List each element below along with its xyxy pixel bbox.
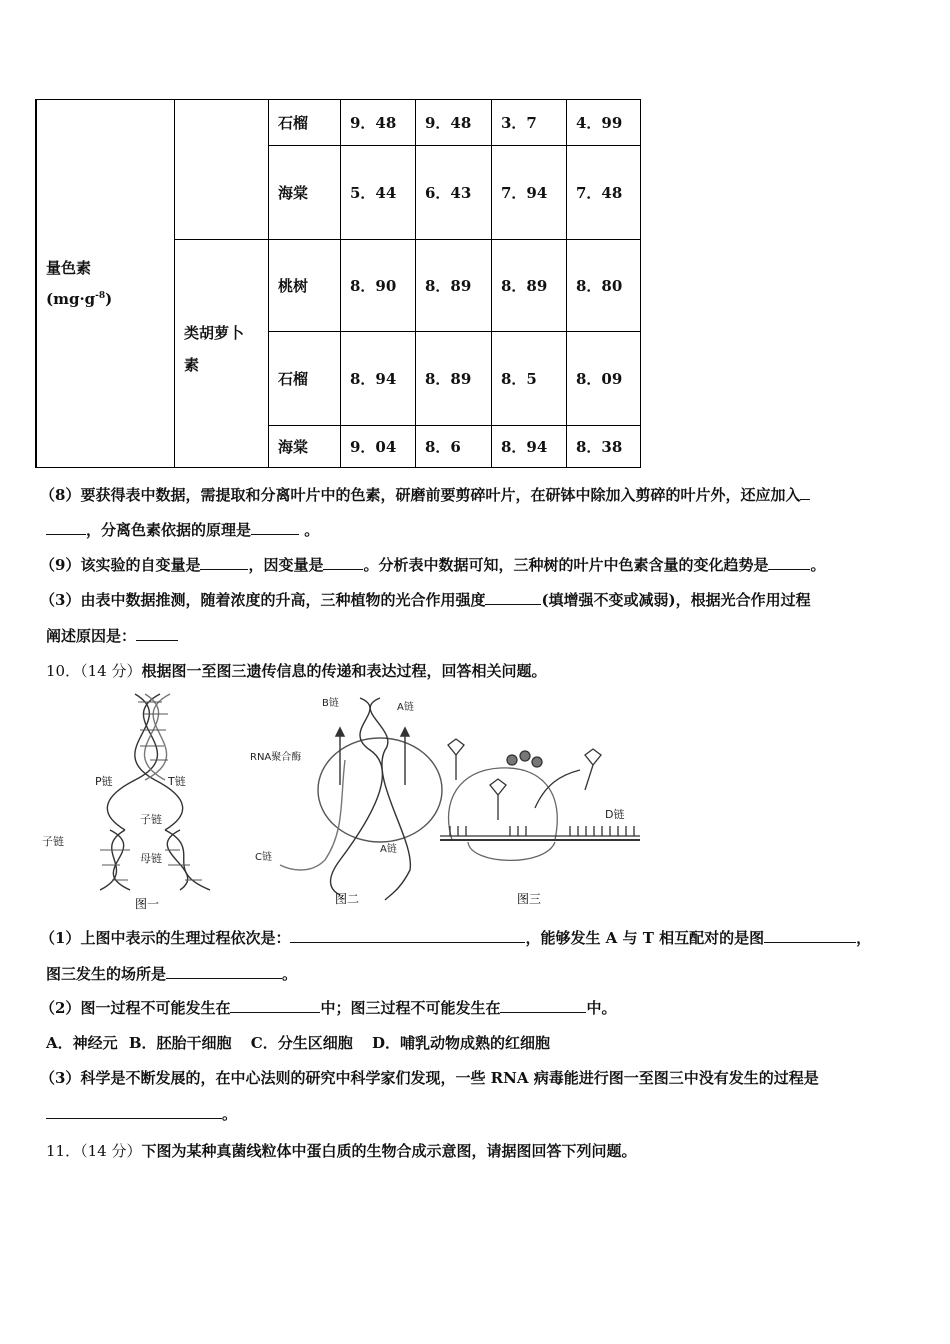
question-number: 10． [46,662,81,680]
question-text: 。 [304,521,320,539]
value-cell: 8．80 [567,240,641,332]
fig2-label-a-top: A链 [397,702,414,713]
value-cell: 8．38 [567,426,641,468]
fig2-label-a-bottom: A链 [380,844,397,855]
figure-1-caption: 图一 [135,897,160,911]
answer-blank[interactable] [323,555,363,570]
question-text: 由表中数据推测，随着浓度的升高，三种植物的光合作用强度 [80,591,486,609]
plant-cell: 海棠 [269,426,341,468]
question-number: （8） [40,486,81,504]
carotenoid-label-1: 类胡萝卜 [184,324,245,342]
question-text: 阐述原因是： [46,627,137,645]
question-3a-line-1 [40,590,811,610]
question-3a-line-2 [46,626,178,646]
fig1-label-child2: 子链 [42,835,64,848]
question-10-1-line-1 [40,928,871,948]
question-text: 。 [222,1105,238,1123]
answer-blank[interactable] [166,964,282,979]
question-text: 根据图一至图三遗传信息的传递和表达过程，回答相关问题。 [141,662,547,680]
value-cell: 9．48 [341,100,416,146]
question-text: 该实验的自变量是 [80,556,201,574]
value-cell: 9．04 [341,426,416,468]
question-number: （2） [40,999,81,1017]
question-10-3-line-2 [46,1104,237,1124]
option-b[interactable]: B．胚胎干细胞 [128,1034,232,1052]
pigment-table [35,99,641,468]
answer-blank[interactable] [136,626,178,641]
answer-blank[interactable] [46,1104,222,1119]
row-label-end: ) [105,290,113,308]
figures-illustration [40,690,650,915]
fig2-label-b: B链 [322,698,339,709]
arrow-head [401,728,409,736]
answer-blank[interactable] [485,590,541,605]
fig2-label-c: C链 [255,852,272,863]
question-text: 。 [282,965,298,983]
answer-blank[interactable] [290,928,525,943]
plant-cell: 桃树 [269,240,341,332]
question-text: ，分离色素依据的原理是 [86,521,252,539]
question-9 [40,555,826,575]
fig3-label-d: D链 [605,808,625,821]
fig2-label-rnap: RNA聚合酶 [250,752,302,763]
plant-cell: 石榴 [269,332,341,426]
answer-blank[interactable] [800,485,810,500]
question-text: 中。 [586,999,617,1017]
question-number: （3） [40,591,81,609]
option-c[interactable]: C．分生区细胞 [250,1034,353,1052]
question-score: （14 分） [80,662,142,680]
option-a[interactable]: A．神经元 [46,1034,118,1052]
question-11-heading [46,1140,636,1161]
question-text: ，因变量是 [248,556,324,574]
row-label-sup: -8 [95,291,106,301]
value-cell: 8．5 [492,332,567,426]
amino-acid [532,757,542,767]
question-number: （3） [40,1069,81,1087]
figure-2-caption: 图二 [335,892,360,906]
trna [448,739,464,755]
question-number: （1） [40,929,81,947]
question-text: 下图为某种真菌线粒体中蛋白质的生物合成示意图，请据图回答下列问题。 [141,1142,637,1160]
value-cell: 8．89 [416,240,492,332]
carotenoid-label-cell [175,240,269,468]
arrow [535,770,580,808]
answer-blank[interactable] [46,520,86,535]
amino-acid [520,751,530,761]
question-10-1-line-2 [46,964,297,984]
answer-blank[interactable] [500,998,586,1013]
fig1-label-child: 子链 [140,813,162,826]
question-text: 上图中表示的生理过程依次是： [80,929,291,947]
question-10-3-line-1 [40,1068,819,1088]
trna [490,779,506,795]
amino-acid [507,755,517,765]
value-cell: 8．6 [416,426,492,468]
carotenoid-label-2: 素 [184,356,200,374]
figure-3-caption: 图三 [517,892,542,906]
question-text: 。分析表中数据可知，三种树的叶片中色素含量的变化趋势是 [363,556,769,574]
question-8-line-2 [46,520,319,540]
value-cell: 8．90 [341,240,416,332]
question-text: 。 [810,556,826,574]
value-cell: 8．89 [492,240,567,332]
rna-strand [280,760,345,870]
value-cell: 6．43 [416,146,492,240]
value-cell: 8．94 [341,332,416,426]
answer-blank[interactable] [768,555,810,570]
question-10-2 [40,998,616,1018]
question-score: （14 分） [80,1142,142,1160]
question-text: 科学是不断发展的，在中心法则的研究中科学家们发现，一些 RNA 病毒能进行图一至图三中没有发生的过程是 [80,1069,819,1087]
answer-blank[interactable] [200,555,248,570]
options-row [46,1033,550,1053]
value-cell: 9．48 [416,100,492,146]
trna [585,749,601,765]
question-text: (填增强不变或减弱)，根据光合作用过程 [541,591,811,609]
ribosome-large [449,768,558,840]
arrow-head [336,728,344,736]
question-text: 要获得表中数据，需提取和分离叶片中的色素，研磨前要剪碎叶片，在研钵中除加入剪碎的叶片外，还应加入 [80,486,801,504]
question-number: （9） [40,556,81,574]
value-cell: 5．44 [341,146,416,240]
fig1-label-p: P链 [95,775,113,788]
figure-2-labels [250,696,414,863]
fig1-label-mother: 母链 [140,852,162,865]
question-text: ，能够发生 A 与 T 相互配对的是图 [525,929,765,947]
value-cell: 4．99 [567,100,641,146]
option-d[interactable]: D．哺乳动物成熟的红细胞 [371,1034,550,1052]
answer-blank[interactable] [764,928,856,943]
ribosome-small [468,842,555,860]
row-label-unit: (mg·g [46,290,96,308]
dna-strand [331,698,383,895]
question-number: 11． [46,1142,81,1160]
plant-cell: 石榴 [269,100,341,146]
figure-2 [280,698,442,900]
figure-1-labels [42,774,186,865]
row-label [46,254,174,313]
question-10-heading [46,660,546,681]
row-label-text: 量色素 [46,259,92,277]
value-cell: 7．48 [567,146,641,240]
value-cell: 7．94 [492,146,567,240]
codons [450,826,634,836]
row-label-cell [36,100,175,468]
answer-blank[interactable] [251,520,299,535]
value-cell: 8．94 [492,426,567,468]
question-8-line-1 [40,485,810,505]
figure-3 [440,739,640,860]
fig1-label-t: T链 [168,775,186,788]
sub-label-empty [175,100,269,240]
question-text: 图三发生的场所是 [46,965,167,983]
value-cell: 8．09 [567,332,641,426]
plant-cell: 海棠 [269,146,341,240]
value-cell: 3．7 [492,100,567,146]
question-text: 图一过程不可能发生在 [80,999,231,1017]
value-cell: 8．89 [416,332,492,426]
question-text: 中；图三过程不可能发生在 [320,999,501,1017]
question-text: ， [856,929,872,947]
answer-blank[interactable] [230,998,320,1013]
trna [585,765,593,790]
